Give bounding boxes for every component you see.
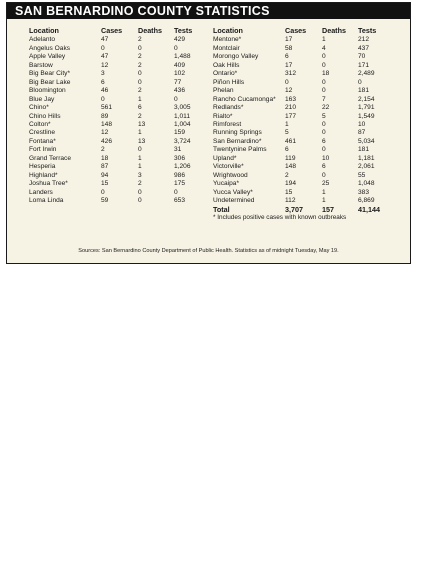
cell-location: Landers xyxy=(29,188,53,196)
cell-cases: 163 xyxy=(285,95,297,103)
cell-deaths: 13 xyxy=(138,137,146,145)
panel-title: SAN BERNARDINO COUNTY STATISTICS xyxy=(7,3,410,19)
cell-location: Joshua Tree* xyxy=(29,180,68,188)
cell-deaths: 2 xyxy=(138,87,142,95)
cell-cases: 6 xyxy=(285,146,289,154)
cell-cases: 312 xyxy=(285,70,297,78)
cell-location: Yucca Valley* xyxy=(213,188,253,196)
cell-location: Highland* xyxy=(29,171,58,179)
cell-deaths: 2 xyxy=(138,112,142,120)
cell-deaths: 4 xyxy=(322,44,326,52)
cell-deaths: 1 xyxy=(138,129,142,137)
header-deaths: Deaths xyxy=(138,26,162,35)
cell-location: Barstow xyxy=(29,61,53,69)
cell-deaths: 1 xyxy=(138,95,142,103)
total-tests: 41,144 xyxy=(358,204,380,214)
cell-tests: 77 xyxy=(174,78,182,86)
table-row xyxy=(29,197,214,205)
table-row xyxy=(29,163,214,171)
table-row xyxy=(213,146,398,154)
cell-cases: 5 xyxy=(285,129,289,137)
cell-location: Rancho Cucamonga* xyxy=(213,95,276,103)
table-row xyxy=(213,113,398,121)
cell-tests: 436 xyxy=(174,87,186,95)
cell-tests: 3,005 xyxy=(174,104,191,112)
table-row xyxy=(29,146,214,154)
cell-location: Adelanto xyxy=(29,36,56,44)
header-deaths: Deaths xyxy=(322,26,346,35)
cell-deaths: 0 xyxy=(322,120,326,128)
cell-tests: 171 xyxy=(358,61,370,69)
source-note: Sources: San Bernardino County Department of Public Health. Statistics as of midnight Tuesday, May 19. xyxy=(78,248,339,254)
cell-location: San Bernardino* xyxy=(213,137,262,145)
cell-tests: 159 xyxy=(174,129,186,137)
table-row xyxy=(29,189,214,197)
cell-cases: 12 xyxy=(101,129,109,137)
header-cases: Cases xyxy=(101,26,123,35)
cell-location: Wrightwood xyxy=(213,171,248,179)
cell-cases: 177 xyxy=(285,112,297,120)
cell-tests: 102 xyxy=(174,70,186,78)
footnote: * Includes positive cases with known outbreaks xyxy=(213,213,347,221)
cell-cases: 119 xyxy=(285,154,296,162)
table-row xyxy=(29,53,214,61)
cell-deaths: 7 xyxy=(322,95,326,103)
cell-tests: 1,048 xyxy=(358,180,375,188)
cell-deaths: 0 xyxy=(322,171,326,179)
table-row xyxy=(29,70,214,78)
cell-deaths: 6 xyxy=(138,104,142,112)
cell-tests: 10 xyxy=(358,120,366,128)
total-row xyxy=(213,206,398,214)
cell-location: Yucaipa* xyxy=(213,180,240,188)
cell-location: Piñon Hills xyxy=(213,78,245,86)
statistics-panel xyxy=(6,2,411,264)
cell-tests: 1,004 xyxy=(174,120,191,128)
table-row xyxy=(29,155,214,163)
table-row xyxy=(29,180,214,188)
cell-location: Fort Irwin xyxy=(29,146,57,154)
cell-deaths: 3 xyxy=(138,171,142,179)
table-header xyxy=(213,27,398,35)
table-row xyxy=(213,53,398,61)
table-row xyxy=(29,45,214,53)
cell-deaths: 2 xyxy=(138,180,142,188)
cell-deaths: 0 xyxy=(138,197,142,205)
cell-deaths: 0 xyxy=(322,61,326,69)
cell-cases: 12 xyxy=(285,87,293,95)
cell-deaths: 6 xyxy=(322,137,326,145)
cell-location: Oak Hills xyxy=(213,61,240,69)
total-deaths: 157 xyxy=(322,204,334,214)
cell-deaths: 0 xyxy=(322,146,326,154)
cell-tests: 429 xyxy=(174,36,186,44)
cell-deaths: 2 xyxy=(138,61,142,69)
cell-deaths: 22 xyxy=(322,104,330,112)
cell-location: Montclair xyxy=(213,44,240,52)
cell-location: Big Bear Lake xyxy=(29,78,71,86)
cell-location: Grand Terrace xyxy=(29,154,72,162)
cell-cases: 426 xyxy=(101,137,113,145)
cell-tests: 181 xyxy=(358,146,370,154)
total-label: Total xyxy=(213,205,230,214)
cell-tests: 437 xyxy=(358,44,370,52)
cell-cases: 6 xyxy=(285,53,289,61)
cell-tests: 212 xyxy=(358,36,370,44)
cell-tests: 1,206 xyxy=(174,163,191,171)
cell-deaths: 0 xyxy=(138,188,142,196)
cell-deaths: 1 xyxy=(322,36,326,44)
cell-cases: 12 xyxy=(101,61,109,69)
cell-cases: 561 xyxy=(101,104,113,112)
cell-location: Rimforest xyxy=(213,120,242,128)
cell-cases: 59 xyxy=(101,197,109,205)
cell-location: Morongo Valley xyxy=(213,53,259,61)
table-row xyxy=(29,62,214,70)
cell-tests: 181 xyxy=(358,87,370,95)
cell-deaths: 2 xyxy=(138,53,142,61)
cell-cases: 194 xyxy=(285,180,297,188)
cell-tests: 986 xyxy=(174,171,186,179)
cell-location: Undetermined xyxy=(213,197,255,205)
cell-cases: 0 xyxy=(101,188,105,196)
table-row xyxy=(213,62,398,70)
cell-cases: 94 xyxy=(101,171,109,179)
cell-deaths: 10 xyxy=(322,154,330,162)
cell-tests: 0 xyxy=(174,188,178,196)
cell-cases: 148 xyxy=(285,163,297,171)
cell-tests: 409 xyxy=(174,61,186,69)
cell-tests: 0 xyxy=(174,44,178,52)
cell-cases: 461 xyxy=(285,137,297,145)
cell-location: Blue Jay xyxy=(29,95,55,103)
cell-tests: 175 xyxy=(174,180,186,188)
cell-tests: 1,181 xyxy=(358,154,375,162)
cell-tests: 0 xyxy=(358,78,362,86)
cell-deaths: 0 xyxy=(322,129,326,137)
cell-cases: 0 xyxy=(101,44,105,52)
table-row xyxy=(213,138,398,146)
cell-location: Loma Linda xyxy=(29,197,64,205)
cell-tests: 1,011 xyxy=(174,112,191,120)
cell-deaths: 13 xyxy=(138,120,146,128)
cell-location: Upland* xyxy=(213,154,237,162)
cell-cases: 210 xyxy=(285,104,297,112)
table-row xyxy=(213,155,398,163)
table-row xyxy=(29,172,214,180)
cell-tests: 70 xyxy=(358,53,366,61)
cell-deaths: 0 xyxy=(138,146,142,154)
table-row xyxy=(213,163,398,171)
cell-deaths: 0 xyxy=(322,53,326,61)
cell-tests: 3,724 xyxy=(174,137,191,145)
cell-cases: 0 xyxy=(285,78,289,86)
cell-deaths: 1 xyxy=(322,197,326,205)
cell-cases: 15 xyxy=(101,180,109,188)
cell-location: Apple Valley xyxy=(29,53,66,61)
cell-cases: 87 xyxy=(101,163,109,171)
table-row xyxy=(213,79,398,87)
table-row xyxy=(213,104,398,112)
cell-cases: 58 xyxy=(285,44,293,52)
table-row xyxy=(213,70,398,78)
cell-location: Running Springs xyxy=(213,129,262,137)
cell-cases: 3 xyxy=(101,70,105,78)
table-row xyxy=(213,129,398,137)
header-tests: Tests xyxy=(174,26,193,35)
table-row xyxy=(29,104,214,112)
table-row xyxy=(29,138,214,146)
cell-tests: 2,154 xyxy=(358,95,375,103)
table-row xyxy=(213,189,398,197)
cell-location: Colton* xyxy=(29,120,51,128)
cell-cases: 47 xyxy=(101,53,109,61)
table-row xyxy=(213,87,398,95)
total-cases: 3,707 xyxy=(285,204,303,214)
cell-location: Twentynine Palms xyxy=(213,146,267,154)
header-location: Location xyxy=(29,27,59,35)
cell-tests: 87 xyxy=(358,129,366,137)
header-location: Location xyxy=(213,27,243,35)
header-cases: Cases xyxy=(285,26,307,35)
cell-tests: 1,791 xyxy=(358,104,375,112)
left-table xyxy=(29,27,214,206)
cell-location: Hesperia xyxy=(29,163,56,171)
table-row xyxy=(213,172,398,180)
cell-cases: 148 xyxy=(101,120,113,128)
table-row xyxy=(213,45,398,53)
cell-location: Victorville* xyxy=(213,163,244,171)
cell-cases: 18 xyxy=(101,154,109,162)
cell-tests: 306 xyxy=(174,154,186,162)
table-row xyxy=(213,121,398,129)
cell-location: Rialto* xyxy=(213,112,233,120)
table-row xyxy=(29,129,214,137)
cell-cases: 46 xyxy=(101,87,109,95)
table-row xyxy=(29,87,214,95)
cell-deaths: 0 xyxy=(138,70,142,78)
left-table-body xyxy=(29,36,214,205)
cell-tests: 6,869 xyxy=(358,197,375,205)
right-table xyxy=(213,27,398,222)
cell-cases: 15 xyxy=(285,188,293,196)
right-table-body xyxy=(213,36,398,205)
header-tests: Tests xyxy=(358,26,377,35)
table-row xyxy=(29,36,214,44)
cell-deaths: 5 xyxy=(322,112,326,120)
cell-cases: 2 xyxy=(285,171,289,179)
cell-location: Chino* xyxy=(29,104,49,112)
cell-location: Ontario* xyxy=(213,70,238,78)
table-row xyxy=(213,36,398,44)
cell-tests: 0 xyxy=(174,95,178,103)
cell-cases: 112 xyxy=(285,197,296,205)
cell-location: Chino Hills xyxy=(29,112,61,120)
cell-cases: 0 xyxy=(101,95,105,103)
cell-tests: 2,061 xyxy=(358,163,375,171)
cell-location: Bloomington xyxy=(29,87,66,95)
table-row xyxy=(29,113,214,121)
cell-cases: 6 xyxy=(101,78,105,86)
cell-tests: 5,034 xyxy=(358,137,375,145)
cell-deaths: 25 xyxy=(322,180,330,188)
table-row xyxy=(29,79,214,87)
cell-cases: 2 xyxy=(101,146,105,154)
cell-deaths: 0 xyxy=(138,78,142,86)
cell-tests: 383 xyxy=(358,188,370,196)
cell-location: Crestline xyxy=(29,129,56,137)
cell-cases: 17 xyxy=(285,61,293,69)
cell-deaths: 1 xyxy=(138,163,142,171)
cell-tests: 1,488 xyxy=(174,53,191,61)
cell-deaths: 0 xyxy=(322,78,326,86)
cell-cases: 1 xyxy=(285,120,289,128)
table-header xyxy=(29,27,214,35)
cell-deaths: 1 xyxy=(138,154,142,162)
cell-location: Angelus Oaks xyxy=(29,44,71,52)
table-row xyxy=(29,96,214,104)
cell-deaths: 6 xyxy=(322,163,326,171)
cell-location: Phelan xyxy=(213,87,234,95)
cell-tests: 1,549 xyxy=(358,112,375,120)
cell-deaths: 18 xyxy=(322,70,330,78)
cell-deaths: 0 xyxy=(322,87,326,95)
cell-tests: 2,489 xyxy=(358,70,375,78)
cell-deaths: 2 xyxy=(138,36,142,44)
cell-tests: 31 xyxy=(174,146,182,154)
table-row xyxy=(29,121,214,129)
cell-cases: 89 xyxy=(101,112,109,120)
cell-tests: 55 xyxy=(358,171,366,179)
table-row xyxy=(213,96,398,104)
cell-location: Mentone* xyxy=(213,36,242,44)
cell-deaths: 1 xyxy=(322,188,326,196)
cell-location: Big Bear City* xyxy=(29,70,71,78)
cell-deaths: 0 xyxy=(138,44,142,52)
cell-cases: 17 xyxy=(285,36,293,44)
cell-location: Redlands* xyxy=(213,104,244,112)
cell-tests: 653 xyxy=(174,197,186,205)
cell-cases: 47 xyxy=(101,36,109,44)
cell-location: Fontana* xyxy=(29,137,56,145)
table-row xyxy=(213,180,398,188)
